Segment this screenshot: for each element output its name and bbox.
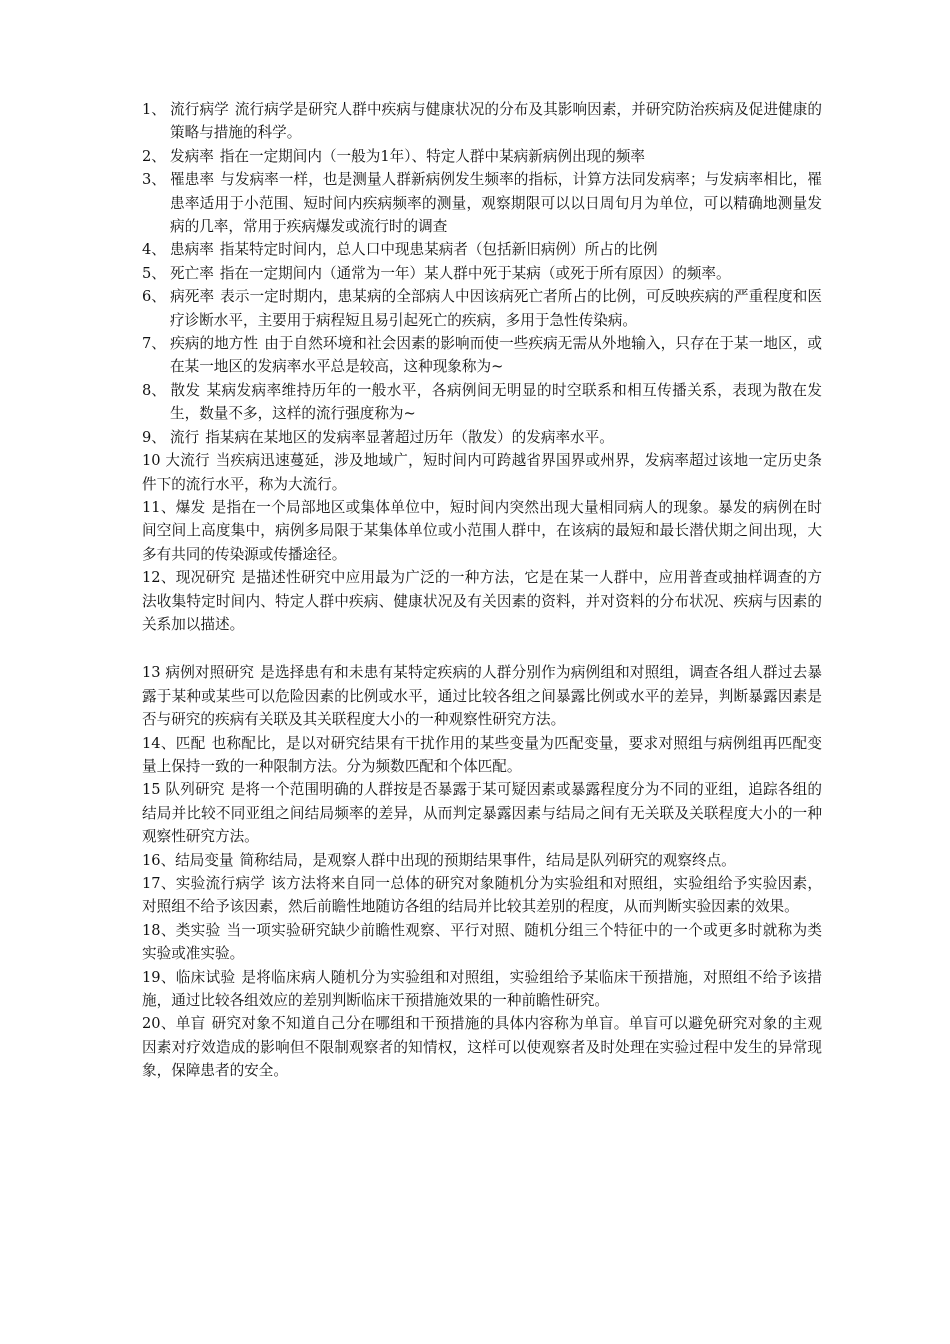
glossary-entry — [142, 919, 822, 966]
entry-number: 9、 — [142, 428, 166, 446]
entry-definition: 是将临床病人随机分为实验组和对照组，实验组给予某临床干预措施，对照组不给予该措施，通过比较各组效应的差别判断临床干预措施效果的一种前瞻性研究。 — [142, 968, 822, 1010]
entry-term: 队列研究 — [165, 781, 225, 799]
entry-number: 15 — [142, 781, 161, 799]
entry-term: 大流行 — [165, 452, 210, 470]
entry-term: 罹患率 — [170, 171, 215, 189]
entry-number: 14、 — [142, 734, 176, 752]
entry-definition: 流行病学是研究人群中疾病与健康状况的分布及其影响因素，并研究防治疾病及促进健康的策略与措施的科学。 — [170, 101, 822, 142]
glossary-entry — [142, 661, 822, 731]
glossary-entry — [142, 332, 822, 379]
entry-definition: 也称配比，是以对研究结果有干扰作用的某些变量为匹配变量，要求对照组与病例组再匹配变量上保持一致的一种限制方法。分为频数匹配和个体匹配。 — [142, 734, 822, 775]
entry-number: 6、 — [142, 288, 166, 306]
entry-number: 5、 — [142, 264, 166, 282]
entry-definition: 指某特定时间内，总人口中现患某病者（包括新旧病例）所占的比例 — [219, 241, 658, 259]
entry-term: 病死率 — [170, 288, 215, 306]
glossary-entry — [142, 566, 822, 636]
entry-number: 4、 — [142, 241, 166, 259]
entry-term: 流行 — [170, 428, 200, 446]
glossary-entry — [142, 285, 822, 332]
entry-number: 17、 — [142, 875, 176, 892]
entry-definition: 指在一定期间内（一般为1年）、特定人群中某病新病例出现的频率 — [219, 147, 646, 165]
entry-number: 10 — [142, 452, 161, 470]
entry-term: 结局变量 — [175, 851, 234, 869]
glossary-entry — [142, 98, 822, 145]
glossary-entry — [142, 849, 822, 872]
entry-number: 12、 — [142, 569, 176, 587]
entry-term: 流行病学 — [170, 101, 229, 118]
glossary-entry — [142, 168, 822, 238]
glossary-entry — [142, 145, 822, 168]
entry-term: 实验流行病学 — [175, 875, 266, 892]
entry-term: 单盲 — [175, 1015, 206, 1033]
entry-definition: 由于自然环境和社会因素的影响而使一些疾病无需从外地输入，只存在于某一地区，或在某一地区的发病率水平总是较高，这种现象称为~ — [170, 335, 822, 376]
entry-number: 7、 — [142, 335, 166, 353]
entry-definition: 是描述性研究中应用最为广泛的一种方法，它是在某一人群中，应用普查或抽样调查的方法收集特定时间内、特定人群中疾病、健康状况及有关因素的资料，并对资料的分布状况、疾病与因素的关系加以描述。 — [142, 569, 822, 633]
glossary-entry — [142, 379, 822, 426]
entry-definition: 研究对象不知道自己分在哪组和干预措施的具体内容称为单盲。单盲可以避免研究对象的主观因素对疗效造成的影响但不限制观察者的知情权，这样可以使观察者及时处理在实验过程中发生的异常现象，保障患者的安全。 — [142, 1015, 822, 1080]
glossary-entry — [142, 496, 822, 566]
entry-number: 11、 — [142, 498, 176, 516]
entry-number: 2、 — [142, 147, 166, 165]
entry-number: 19、 — [142, 968, 176, 986]
glossary-entry — [142, 262, 822, 285]
entry-number: 8、 — [142, 381, 166, 399]
entry-definition: 简称结局，是观察人群中出现的预期结果事件，结局是队列研究的观察终点。 — [239, 851, 736, 869]
entry-definition: 指某病在某地区的发病率显著超过历年（散发）的发病率水平。 — [205, 428, 614, 446]
glossary-entry — [142, 778, 822, 848]
entry-definition: 是将一个范围明确的人群按是否暴露于某可疑因素或暴露程度分为不同的亚组，追踪各组的结局并比较不同亚组之间结局频率的差异，从而判定暴露因素与结局之间有无关联及关联程度大小的一种观察性研究方法。 — [142, 781, 822, 846]
entry-number: 20、 — [142, 1015, 176, 1033]
glossary-entry — [142, 426, 822, 449]
entry-definition: 该方法将来自同一总体的研究对象随机分为实验组和对照组，实验组给予实验因素，对照组不给予该因素，然后前瞻性地随访各组的结局并比较其差别的程度，从而判断实验因素的效果。 — [142, 875, 822, 916]
entry-definition: 是指在一个局部地区或集体单位中，短时间内突然出现大量相同病人的现象。暴发的病例在时间空间上高度集中，病例多局限于某集体单位或小范围人群中，在该病的最短和最长潜伏期之间出现，大多有共同的传染源或传播途径。 — [142, 498, 822, 563]
entry-term: 散发 — [170, 381, 201, 399]
entry-definition: 与发病率一样，也是测量人群新病例发生频率的指标，计算方法同发病率；与发病率相比，罹患率适用于小范围、短时间内疾病频率的测量，观察期限可以以日周旬月为单位，可以精确地测量发病的几率，常用于疾病爆发或流行时的调查 — [170, 171, 822, 236]
entry-number: 18、 — [142, 921, 176, 939]
entry-term: 临床试验 — [175, 968, 236, 986]
glossary-entry — [142, 1012, 822, 1082]
glossary-entry — [142, 449, 822, 496]
glossary-entry — [142, 732, 822, 779]
entry-definition: 指在一定期间内（通常为一年）某人群中死于某病（或死于所有原因）的频率。 — [219, 264, 731, 282]
entry-number: 1、 — [142, 101, 166, 118]
glossary-entry — [142, 872, 822, 919]
entry-number: 3、 — [142, 171, 166, 189]
entry-definition: 当疾病迅速蔓延，涉及地域广，短时间内可跨越省界国界或州界，发病率超过该地一定历史条件下的流行水平，称为大流行。 — [142, 452, 822, 493]
entry-definition: 表示一定时期内，患某病的全部病人中因该病死亡者所占的比例，可反映疾病的严重程度和医疗诊断水平，主要用于病程短且易引起死亡的疾病，多用于急性传染病。 — [170, 288, 822, 329]
entry-term: 死亡率 — [170, 264, 214, 282]
entry-term: 匹配 — [175, 734, 206, 752]
entry-definition: 是选择患有和未患有某特定疾病的人群分别作为病例组和对照组，调查各组人群过去暴露于某种或某些可以危险因素的比例或水平，通过比较各组之间暴露比例或水平的差异，判断暴露因素是否与研究的疾病有关联及其关联程度大小的一种观察性研究方法。 — [142, 664, 822, 729]
entry-term: 疾病的地方性 — [170, 335, 259, 353]
entry-number: 16、 — [142, 851, 176, 869]
entry-term: 发病率 — [170, 147, 214, 165]
entry-definition: 当一项实验研究缺少前瞻性观察、平行对照、随机分组三个特征中的一个或更多时就称为类实验或准实验。 — [142, 921, 822, 963]
entry-number: 13 — [142, 664, 161, 682]
glossary-entry — [142, 238, 822, 261]
glossary-entry — [142, 966, 822, 1013]
entry-term: 类实验 — [175, 921, 221, 939]
entry-definition: 某病发病率维持历年的一般水平，各病例间无明显的时空联系和相互传播关系，表现为散在发生，数量不多，这样的流行强度称为~ — [170, 381, 822, 423]
entry-term: 爆发 — [175, 498, 206, 516]
glossary-body — [142, 98, 822, 1083]
entry-term: 现况研究 — [175, 569, 236, 587]
entry-term: 病例对照研究 — [165, 664, 255, 682]
entry-term: 患病率 — [170, 241, 214, 259]
